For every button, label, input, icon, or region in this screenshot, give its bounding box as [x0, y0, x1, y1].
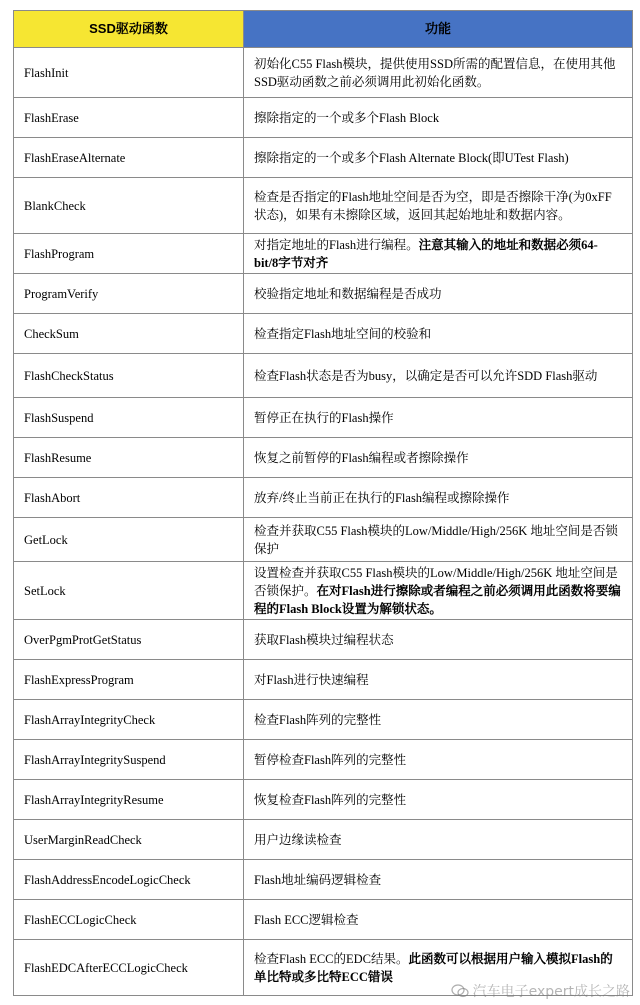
description-text: 检查并获取C55 Flash模块的Low/Middle/High/256K 地址空间是否锁保护 [254, 523, 618, 556]
description-text: 校验指定地址和数据编程是否成功 [254, 286, 442, 301]
description-text: 擦除指定的一个或多个Flash Alternate Block(即UTest Flash) [254, 150, 569, 165]
description-text: 暂停检查Flash阵列的完整性 [254, 752, 407, 767]
function-name-cell: FlashSuspend [14, 398, 244, 438]
function-name-cell: FlashECCLogicCheck [14, 900, 244, 940]
description-cell [244, 314, 633, 354]
description-text: 暂停正在执行的Flash操作 [254, 410, 394, 425]
function-name-cell: FlashProgram [14, 234, 244, 274]
description-text: 检查Flash状态是否为busy，以确定是否可以允许SDD Flash驱动 [254, 368, 598, 383]
description-text: 检查指定Flash地址空间的校验和 [254, 326, 432, 341]
table-row [14, 398, 633, 438]
description-text: 获取Flash模块过编程状态 [254, 632, 394, 647]
table-row [14, 178, 633, 234]
function-name-cell: OverPgmProtGetStatus [14, 620, 244, 660]
function-name-cell: CheckSum [14, 314, 244, 354]
description-cell [244, 740, 633, 780]
table-row [14, 438, 633, 478]
description-text: 恢复检查Flash阵列的完整性 [254, 792, 407, 807]
table-row [14, 48, 633, 98]
table-row [14, 820, 633, 860]
function-name-cell: FlashExpressProgram [14, 660, 244, 700]
table-row [14, 700, 633, 740]
description-text: 放弃/终止当前正在执行的Flash编程或擦除操作 [254, 490, 510, 505]
description-cell [244, 48, 633, 98]
watermark-text: 汽车电子expert成长之路 [472, 984, 630, 1000]
description-cell [244, 478, 633, 518]
table-row [14, 138, 633, 178]
description-cell [244, 620, 633, 660]
description-text: 检查是否指定的Flash地址空间是否为空，即是否擦除干净(为0xFF状态)，如果有未擦除区域，返回其起始地址和数据内容。 [254, 189, 612, 222]
description-cell [244, 562, 633, 620]
description-text: 擦除指定的一个或多个Flash Block [254, 110, 440, 125]
description-cell [244, 274, 633, 314]
description-text: 恢复之前暂停的Flash编程或者擦除操作 [254, 450, 469, 465]
description-emphasis: 注意其输入的地址和数据必须64-bit/8字节对齐 [254, 237, 598, 270]
table-row [14, 234, 633, 274]
description-text: 用户边缘读检查 [254, 832, 342, 847]
watermark [451, 981, 630, 1001]
description-text: 检查Flash ECC的EDC结果。 [254, 951, 409, 966]
description-text: 检查Flash阵列的完整性 [254, 712, 382, 727]
description-cell [244, 900, 633, 940]
description-cell [244, 354, 633, 398]
description-cell [244, 860, 633, 900]
function-name-cell: FlashAbort [14, 478, 244, 518]
function-name-cell: FlashAddressEncodeLogicCheck [14, 860, 244, 900]
function-name-cell: FlashEraseAlternate [14, 138, 244, 178]
header-function-name: SSD驱动函数 [14, 11, 244, 48]
description-cell [244, 780, 633, 820]
table-row [14, 98, 633, 138]
description-cell [244, 660, 633, 700]
table-row [14, 354, 633, 398]
function-name-cell: FlashArrayIntegrityResume [14, 780, 244, 820]
function-name-cell: FlashCheckStatus [14, 354, 244, 398]
function-name-cell: SetLock [14, 562, 244, 620]
description-cell [244, 518, 633, 562]
table-row [14, 518, 633, 562]
description-cell [244, 234, 633, 274]
description-text: 初始化C55 Flash模块，提供使用SSD所需的配置信息，在使用其他SSD驱动函数之前必须调用此初始化函数。 [254, 56, 616, 89]
table-body [14, 48, 633, 996]
function-name-cell: ProgramVerify [14, 274, 244, 314]
function-name-cell: UserMarginReadCheck [14, 820, 244, 860]
table-row [14, 780, 633, 820]
function-name-cell: BlankCheck [14, 178, 244, 234]
description-text: 对Flash进行快速编程 [254, 672, 369, 687]
table-row [14, 740, 633, 780]
wechat-icon [451, 984, 469, 998]
table-row [14, 900, 633, 940]
description-cell [244, 700, 633, 740]
function-name-cell: FlashResume [14, 438, 244, 478]
description-cell [244, 820, 633, 860]
function-name-cell: FlashArrayIntegrityCheck [14, 700, 244, 740]
table-row [14, 860, 633, 900]
ssd-driver-table [13, 10, 633, 996]
description-text: Flash地址编码逻辑检查 [254, 872, 382, 887]
function-name-cell: GetLock [14, 518, 244, 562]
table-row [14, 562, 633, 620]
function-name-cell: FlashArrayIntegritySuspend [14, 740, 244, 780]
function-name-cell: FlashErase [14, 98, 244, 138]
table-row [14, 660, 633, 700]
table-row [14, 478, 633, 518]
header-description: 功能 [244, 11, 633, 48]
function-name-cell: FlashEDCAfterECCLogicCheck [14, 940, 244, 996]
table-row [14, 274, 633, 314]
description-text: Flash ECC逻辑检查 [254, 912, 359, 927]
description-emphasis: 在对Flash进行擦除或者编程之前必须调用此函数将要编程的Flash Block设置为解锁状态。 [254, 583, 621, 616]
description-cell [244, 398, 633, 438]
description-cell [244, 178, 633, 234]
table-row [14, 314, 633, 354]
description-text: 对指定地址的Flash进行编程。 [254, 237, 419, 252]
description-emphasis: 此函数可以根据用户输入模拟Flash的单比特或多比特ECC错误 [254, 951, 613, 984]
table-header-row [14, 11, 633, 48]
function-name-cell: FlashInit [14, 48, 244, 98]
table-row [14, 620, 633, 660]
description-cell [244, 138, 633, 178]
description-cell [244, 438, 633, 478]
description-text: 设置检查并获取C55 Flash模块的Low/Middle/High/256K 地址空间是否锁保护。 [254, 565, 618, 598]
description-cell [244, 98, 633, 138]
